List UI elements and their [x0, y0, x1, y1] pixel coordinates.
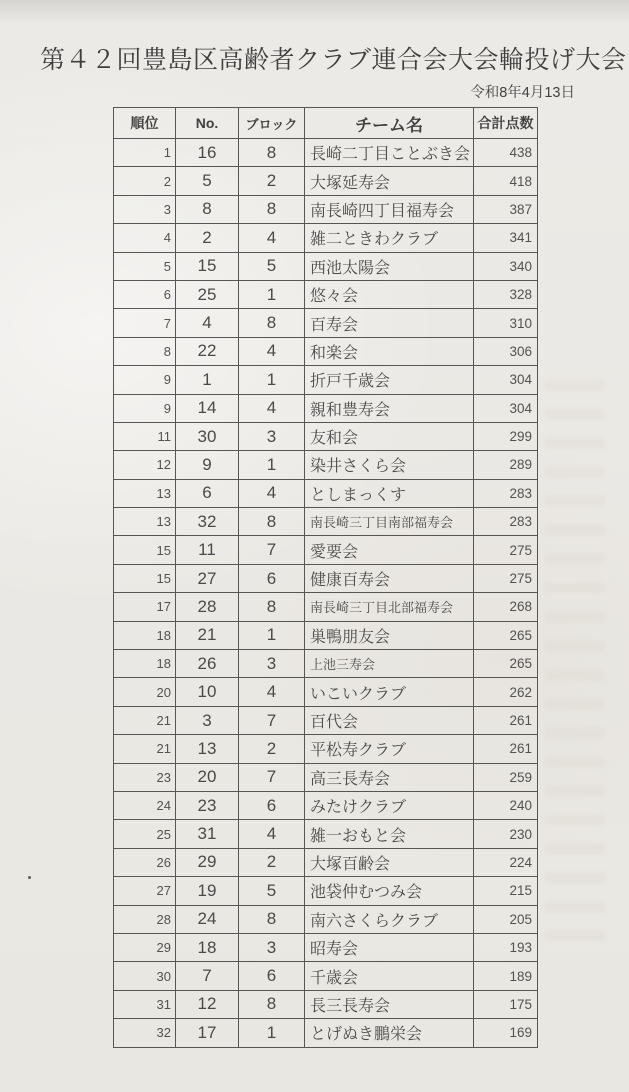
rank-cell: 25	[114, 820, 176, 848]
block-cell: 1	[239, 621, 305, 649]
rank-cell: 30	[114, 962, 176, 990]
table-row	[114, 990, 538, 1018]
no-cell: 24	[176, 905, 239, 933]
block-cell: 8	[239, 593, 305, 621]
table-row	[114, 252, 538, 280]
team-cell: 雑一おもと会	[305, 820, 474, 848]
score-cell: 215	[474, 877, 538, 905]
block-cell: 4	[239, 678, 305, 706]
results-table-header	[114, 108, 538, 139]
score-cell: 230	[474, 820, 538, 848]
rank-cell: 2	[114, 167, 176, 195]
rank-cell: 9	[114, 394, 176, 422]
table-row	[114, 224, 538, 252]
rank-cell: 7	[114, 309, 176, 337]
score-cell: 265	[474, 650, 538, 678]
team-cell: とげぬき鵬栄会	[305, 1019, 474, 1047]
block-cell: 8	[239, 990, 305, 1018]
block-cell: 8	[239, 905, 305, 933]
team-cell: 大塚百齢会	[305, 848, 474, 876]
rank-cell: 9	[114, 366, 176, 394]
table-row	[114, 763, 538, 791]
table-row	[114, 621, 538, 649]
block-cell: 6	[239, 962, 305, 990]
block-cell: 8	[239, 139, 305, 167]
score-cell: 193	[474, 933, 538, 961]
table-row	[114, 962, 538, 990]
team-cell: 南長崎三丁目南部福寿会	[305, 508, 474, 536]
header-team: チーム名	[305, 108, 474, 139]
block-cell: 4	[239, 394, 305, 422]
block-cell: 3	[239, 650, 305, 678]
block-cell: 2	[239, 848, 305, 876]
no-cell: 5	[176, 167, 239, 195]
team-cell: 巣鴨朋友会	[305, 621, 474, 649]
no-cell: 21	[176, 621, 239, 649]
rank-cell: 18	[114, 650, 176, 678]
team-cell: 雑二ときわクラブ	[305, 224, 474, 252]
results-table-body	[114, 139, 538, 1048]
score-cell: 189	[474, 962, 538, 990]
block-cell: 2	[239, 167, 305, 195]
block-cell: 5	[239, 252, 305, 280]
table-row	[114, 1019, 538, 1047]
rank-cell: 13	[114, 508, 176, 536]
table-row	[114, 280, 538, 308]
no-cell: 20	[176, 763, 239, 791]
rank-cell: 11	[114, 422, 176, 450]
rank-cell: 23	[114, 763, 176, 791]
score-cell: 261	[474, 735, 538, 763]
no-cell: 10	[176, 678, 239, 706]
document-date: 令和8年4月13日	[470, 85, 575, 101]
no-cell: 15	[176, 252, 239, 280]
team-cell: 親和豊寿会	[305, 394, 474, 422]
rank-cell: 13	[114, 479, 176, 507]
no-cell: 28	[176, 593, 239, 621]
block-cell: 4	[239, 224, 305, 252]
rank-cell: 17	[114, 593, 176, 621]
table-row	[114, 735, 538, 763]
scan-bleed-artifact	[545, 380, 605, 940]
no-cell: 3	[176, 706, 239, 734]
score-cell: 304	[474, 366, 538, 394]
rank-cell: 4	[114, 224, 176, 252]
rank-cell: 26	[114, 848, 176, 876]
table-row	[114, 366, 538, 394]
score-cell: 224	[474, 848, 538, 876]
rank-cell: 21	[114, 706, 176, 734]
no-cell: 26	[176, 650, 239, 678]
score-cell: 261	[474, 706, 538, 734]
table-row	[114, 877, 538, 905]
no-cell: 18	[176, 933, 239, 961]
team-cell: 南長崎四丁目福寿会	[305, 195, 474, 223]
block-cell: 4	[239, 820, 305, 848]
team-cell: 長三長寿会	[305, 990, 474, 1018]
team-cell: 平松寿クラブ	[305, 735, 474, 763]
score-cell: 310	[474, 309, 538, 337]
scan-edge-shadow	[0, 0, 629, 24]
table-row	[114, 422, 538, 450]
rank-cell: 15	[114, 536, 176, 564]
no-cell: 14	[176, 394, 239, 422]
block-cell: 6	[239, 791, 305, 819]
no-cell: 6	[176, 479, 239, 507]
team-cell: いこいクラブ	[305, 678, 474, 706]
score-cell: 341	[474, 224, 538, 252]
rank-cell: 5	[114, 252, 176, 280]
table-row	[114, 848, 538, 876]
no-cell: 4	[176, 309, 239, 337]
table-row	[114, 451, 538, 479]
score-cell: 265	[474, 621, 538, 649]
results-table	[113, 107, 538, 1048]
score-cell: 275	[474, 564, 538, 592]
score-cell: 240	[474, 791, 538, 819]
team-cell: 折戸千歳会	[305, 366, 474, 394]
table-row	[114, 820, 538, 848]
block-cell: 1	[239, 451, 305, 479]
header-block: ブロック	[239, 108, 305, 139]
rank-cell: 29	[114, 933, 176, 961]
rank-cell: 1	[114, 139, 176, 167]
team-cell: 千歳会	[305, 962, 474, 990]
score-cell: 262	[474, 678, 538, 706]
score-cell: 306	[474, 337, 538, 365]
table-row	[114, 479, 538, 507]
no-cell: 1	[176, 366, 239, 394]
rank-cell: 31	[114, 990, 176, 1018]
block-cell: 7	[239, 763, 305, 791]
table-row	[114, 791, 538, 819]
no-cell: 27	[176, 564, 239, 592]
rank-cell: 21	[114, 735, 176, 763]
block-cell: 1	[239, 366, 305, 394]
block-cell: 4	[239, 479, 305, 507]
score-cell: 175	[474, 990, 538, 1018]
team-cell: 悠々会	[305, 280, 474, 308]
block-cell: 7	[239, 536, 305, 564]
score-cell: 268	[474, 593, 538, 621]
rank-cell: 18	[114, 621, 176, 649]
table-row	[114, 933, 538, 961]
no-cell: 32	[176, 508, 239, 536]
no-cell: 23	[176, 791, 239, 819]
no-cell: 16	[176, 139, 239, 167]
header-rank: 順位	[114, 108, 176, 139]
team-cell: 南長崎三丁目北部福寿会	[305, 593, 474, 621]
rank-cell: 28	[114, 905, 176, 933]
table-row	[114, 309, 538, 337]
team-cell: 上池三寿会	[305, 650, 474, 678]
team-cell: 高三長寿会	[305, 763, 474, 791]
block-cell: 2	[239, 735, 305, 763]
team-cell: 昭寿会	[305, 933, 474, 961]
block-cell: 6	[239, 564, 305, 592]
no-cell: 30	[176, 422, 239, 450]
table-row	[114, 337, 538, 365]
scan-speck-artifact	[28, 876, 31, 879]
block-cell: 8	[239, 309, 305, 337]
table-row	[114, 536, 538, 564]
block-cell: 5	[239, 877, 305, 905]
table-row	[114, 593, 538, 621]
no-cell: 31	[176, 820, 239, 848]
header-row	[114, 108, 538, 139]
block-cell: 3	[239, 933, 305, 961]
block-cell: 1	[239, 280, 305, 308]
no-cell: 7	[176, 962, 239, 990]
team-cell: 染井さくら会	[305, 451, 474, 479]
rank-cell: 6	[114, 280, 176, 308]
no-cell: 11	[176, 536, 239, 564]
team-cell: みたけクラブ	[305, 791, 474, 819]
score-cell: 299	[474, 422, 538, 450]
score-cell: 304	[474, 394, 538, 422]
no-cell: 8	[176, 195, 239, 223]
team-cell: 池袋仲むつみ会	[305, 877, 474, 905]
score-cell: 259	[474, 763, 538, 791]
rank-cell: 12	[114, 451, 176, 479]
no-cell: 2	[176, 224, 239, 252]
score-cell: 328	[474, 280, 538, 308]
no-cell: 29	[176, 848, 239, 876]
rank-cell: 32	[114, 1019, 176, 1047]
score-cell: 289	[474, 451, 538, 479]
score-cell: 169	[474, 1019, 538, 1047]
block-cell: 8	[239, 195, 305, 223]
table-row	[114, 508, 538, 536]
block-cell: 3	[239, 422, 305, 450]
no-cell: 19	[176, 877, 239, 905]
rank-cell: 3	[114, 195, 176, 223]
team-cell: 百寿会	[305, 309, 474, 337]
score-cell: 418	[474, 167, 538, 195]
team-cell: 健康百寿会	[305, 564, 474, 592]
team-cell: 西池太陽会	[305, 252, 474, 280]
table-row	[114, 394, 538, 422]
score-cell: 438	[474, 139, 538, 167]
block-cell: 7	[239, 706, 305, 734]
score-cell: 283	[474, 508, 538, 536]
rank-cell: 27	[114, 877, 176, 905]
block-cell: 4	[239, 337, 305, 365]
score-cell: 387	[474, 195, 538, 223]
no-cell: 17	[176, 1019, 239, 1047]
score-cell: 275	[474, 536, 538, 564]
table-row	[114, 678, 538, 706]
table-row	[114, 167, 538, 195]
table-row	[114, 905, 538, 933]
no-cell: 13	[176, 735, 239, 763]
team-cell: 和楽会	[305, 337, 474, 365]
header-score: 合計点数	[474, 108, 538, 139]
table-row	[114, 564, 538, 592]
block-cell: 1	[239, 1019, 305, 1047]
score-cell: 340	[474, 252, 538, 280]
no-cell: 9	[176, 451, 239, 479]
no-cell: 25	[176, 280, 239, 308]
header-no: No.	[176, 108, 239, 139]
table-row	[114, 706, 538, 734]
table-row	[114, 195, 538, 223]
table-row	[114, 139, 538, 167]
rank-cell: 20	[114, 678, 176, 706]
team-cell: としまっくす	[305, 479, 474, 507]
no-cell: 12	[176, 990, 239, 1018]
score-cell: 283	[474, 479, 538, 507]
team-cell: 長崎二丁目ことぶき会	[305, 139, 474, 167]
no-cell: 22	[176, 337, 239, 365]
team-cell: 百代会	[305, 706, 474, 734]
rank-cell: 24	[114, 791, 176, 819]
rank-cell: 8	[114, 337, 176, 365]
team-cell: 愛要会	[305, 536, 474, 564]
block-cell: 8	[239, 508, 305, 536]
document-title: 第４２回豊島区高齢者クラブ連合会大会輪投げ大会	[40, 46, 627, 74]
team-cell: 大塚延寿会	[305, 167, 474, 195]
team-cell: 友和会	[305, 422, 474, 450]
rank-cell: 15	[114, 564, 176, 592]
team-cell: 南六さくらクラブ	[305, 905, 474, 933]
score-cell: 205	[474, 905, 538, 933]
table-row	[114, 650, 538, 678]
